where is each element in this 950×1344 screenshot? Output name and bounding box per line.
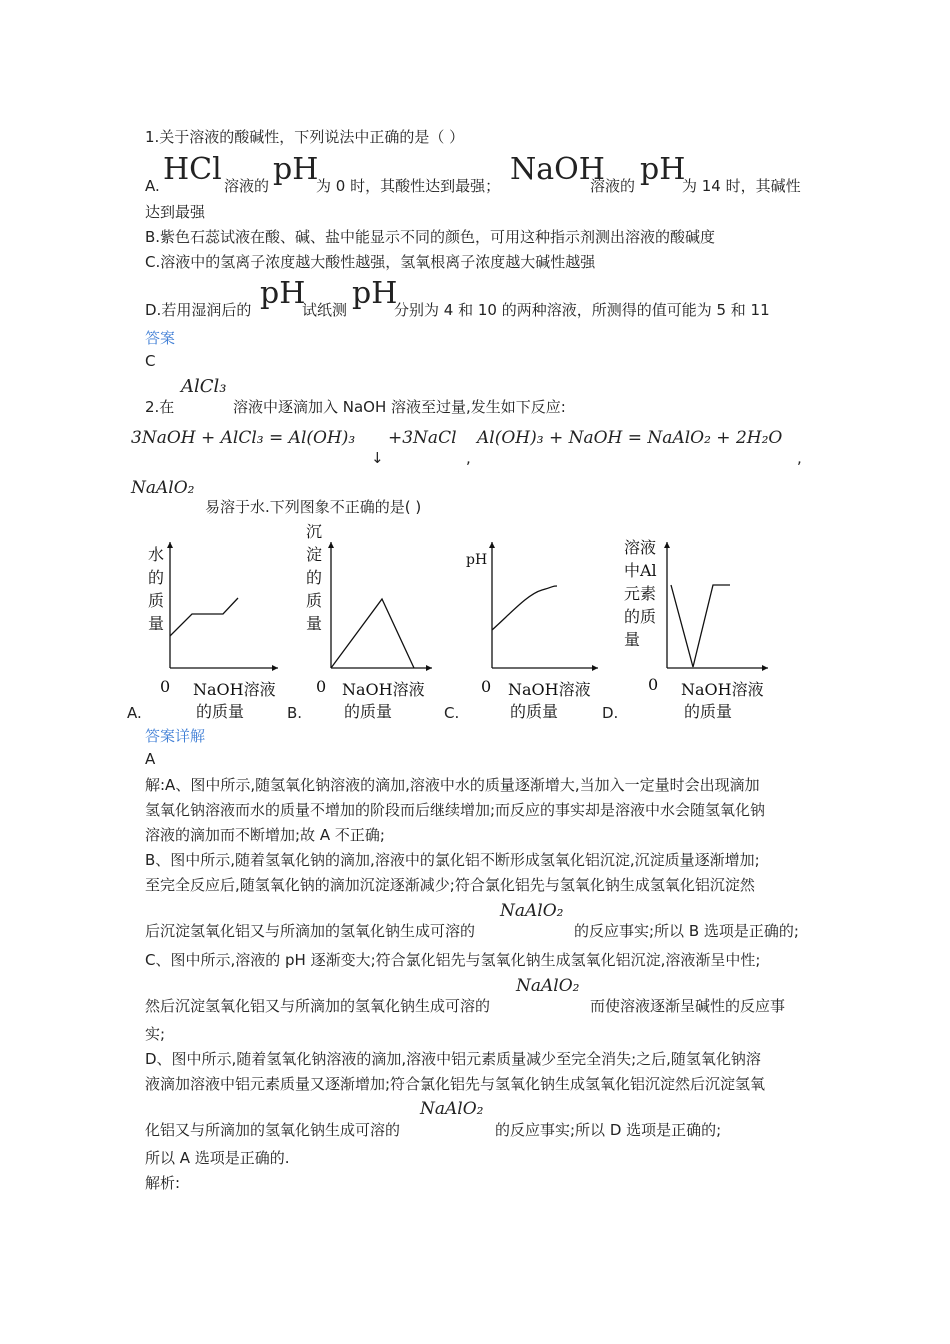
explain-line-3: 溶液的滴加而不断增加;故 A 不正确; <box>145 826 385 844</box>
q1-a-text2: 为 0 时，其酸性达到最强； <box>316 177 501 195</box>
q1-stem: 1.关于溶液的酸碱性，下列说法中正确的是（ ） <box>145 128 465 146</box>
q2-equation-2: Al(OH)₃ + NaOH = NaAlO₂ + 2H₂O <box>477 428 783 448</box>
graph-d-y-label: 溶液 中Al 元素 的质 量 <box>624 538 657 649</box>
graph-d-origin: 0 <box>648 675 659 694</box>
explain-line-9: 实; <box>145 1025 166 1043</box>
explain-line-6-formula: NaAlO₂ <box>500 901 564 921</box>
graph-d <box>667 542 768 668</box>
graph-a-x-label-1: NaOH溶液 <box>193 680 276 699</box>
graph-b <box>331 542 432 668</box>
q1-hcl-formula: HCl <box>163 152 222 187</box>
graph-b-y-label: 沉 淀 的 质 量 <box>306 522 323 633</box>
q2-equation-1b: +3NaCl <box>388 428 457 448</box>
q1-d-text1: D.若用湿润后的 <box>145 301 252 319</box>
explain-line-4: B、图中所示,随着氢氧化钠的滴加,溶液中的氯化铝不断形成氢氧化铝沉淀,沉淀质量逐渐增加; <box>145 851 760 869</box>
q1-option-a-prefix: A. <box>145 177 160 195</box>
q1-ph-formula-1: pH <box>273 152 319 187</box>
q1-d-ph-2: pH <box>352 276 398 311</box>
graph-b-curve <box>331 599 414 668</box>
q2-stem-suffix: 溶液中逐滴加入 NaOH 溶液至过量,发生如下反应: <box>233 398 566 416</box>
q2-alcl3-formula: AlCl₃ <box>181 376 227 397</box>
q2-stem-prefix: 2.在 <box>145 398 175 416</box>
q1-answer: C <box>145 352 156 370</box>
explain-line-12-formula: NaAlO₂ <box>420 1099 484 1119</box>
q1-a-line2: 达到最强 <box>145 203 206 221</box>
q2-equation-1: 3NaOH + AlCl₃ = Al(OH)₃ <box>131 428 356 448</box>
graph-a-origin: 0 <box>160 677 171 696</box>
explain-line-10: D、图中所示,随着氢氧化钠溶液的滴加,溶液中铝元素质量减少至完全消失;之后,随氢氧化钠溶 <box>145 1050 761 1068</box>
q1-option-b: B.紫色石蕊试液在酸、碱、盐中能显示不同的颜色，可用这种指示剂测出溶液的酸碱度 <box>145 228 716 246</box>
graph-d-curve <box>671 585 730 667</box>
q1-a-text4: 为 14 时，其碱性 <box>682 177 801 195</box>
explain-line-12b: 的反应事实;所以 D 选项是正确的; <box>495 1121 722 1139</box>
q2-answer-label[interactable]: 答案详解 <box>145 727 206 745</box>
explain-line-6b: 的反应事实;所以 B 选项是正确的; <box>574 922 799 940</box>
q1-d-text3: 分别为 4 和 10 的两种溶液，所测得的值可能为 5 和 11 <box>394 301 770 319</box>
q2-naalo2-formula: NaAlO₂ <box>131 478 195 498</box>
graph-a <box>170 542 278 668</box>
q1-answer-label[interactable]: 答案 <box>145 329 176 347</box>
q2-precipitate-arrow: ↓ <box>371 449 384 467</box>
graph-b-origin: 0 <box>316 677 327 696</box>
explain-line-2: 氢氧化钠溶液而水的质量不增加的阶段而后继续增加;而反应的事实却是溶液中水会随氢氧化钠 <box>145 801 766 819</box>
explain-line-13: 所以 A 选项是正确的. <box>145 1149 290 1167</box>
graph-c-x-label-2: 的质量 <box>510 702 559 721</box>
graph-d-x-label-1: NaOH溶液 <box>681 680 764 699</box>
explain-line-6a: 后沉淀氢氧化铝又与所滴加的氢氧化钠生成可溶的 <box>145 922 476 940</box>
graph-a-option: A. <box>127 704 142 722</box>
graph-c-option: C. <box>444 704 460 722</box>
graph-d-option: D. <box>602 704 619 722</box>
graph-a-y-label: 水 的 质 量 <box>148 545 165 633</box>
q1-naoh-formula: NaOH <box>510 152 605 187</box>
graph-c <box>492 542 598 668</box>
explain-line-14: 解析: <box>145 1174 181 1192</box>
q2-comma-1: , <box>466 449 471 467</box>
q1-a-text1: 溶液的 <box>224 177 270 195</box>
explain-line-8-formula: NaAlO₂ <box>516 976 580 996</box>
explain-line-12a: 化铝又与所滴加的氢氧化钠生成可溶的 <box>145 1121 401 1139</box>
graph-c-origin: 0 <box>481 677 492 696</box>
graph-b-x-label-2: 的质量 <box>344 702 393 721</box>
graph-b-option: B. <box>287 704 303 722</box>
q2-comma-2: , <box>797 449 802 467</box>
graph-a-x-label-2: 的质量 <box>196 702 245 721</box>
explain-line-8b: 而使溶液逐渐呈碱性的反应事 <box>590 997 786 1015</box>
q2-answer: A <box>145 750 156 768</box>
graph-a-curve <box>170 598 238 636</box>
explain-line-5: 至完全反应后,随氢氧化钠的滴加沉淀逐渐减少;符合氯化铝先与氢氧化钠生成氢氧化铝沉淀然 <box>145 876 755 894</box>
q1-d-text2: 试纸测 <box>302 301 348 319</box>
explain-line-7: C、图中所示,溶液的 pH 逐渐变大;符合氯化铝先与氢氧化钠生成氢氧化铝沉淀,溶液渐呈中性; <box>145 951 761 969</box>
explain-line-11: 液滴加溶液中铝元素质量又逐渐增加;符合氯化铝先与氢氧化钠生成氢氧化铝沉淀然后沉淀氢氧 <box>145 1075 766 1093</box>
q1-ph-formula-2: pH <box>640 152 686 187</box>
q1-a-text3: 溶液的 <box>590 177 636 195</box>
explain-line-8a: 然后沉淀氢氧化铝又与所滴加的氢氧化钠生成可溶的 <box>145 997 491 1015</box>
q1-d-ph-1: pH <box>260 276 306 311</box>
graph-d-x-label-2: 的质量 <box>684 702 733 721</box>
q2-stem2: 易溶于水.下列图象不正确的是( ) <box>205 498 422 516</box>
graph-c-curve <box>492 586 557 630</box>
q1-option-c: C.溶液中的氢离子浓度越大酸性越强，氢氧根离子浓度越大碱性越强 <box>145 253 596 271</box>
graph-c-y-label: pH <box>466 552 488 568</box>
explain-line-1: 解:A、图中所示,随氢氧化钠溶液的滴加,溶液中水的质量逐渐增大,当加入一定量时会出现滴加 <box>145 776 760 794</box>
graph-b-x-label-1: NaOH溶液 <box>342 680 425 699</box>
graph-c-x-label-1: NaOH溶液 <box>508 680 591 699</box>
